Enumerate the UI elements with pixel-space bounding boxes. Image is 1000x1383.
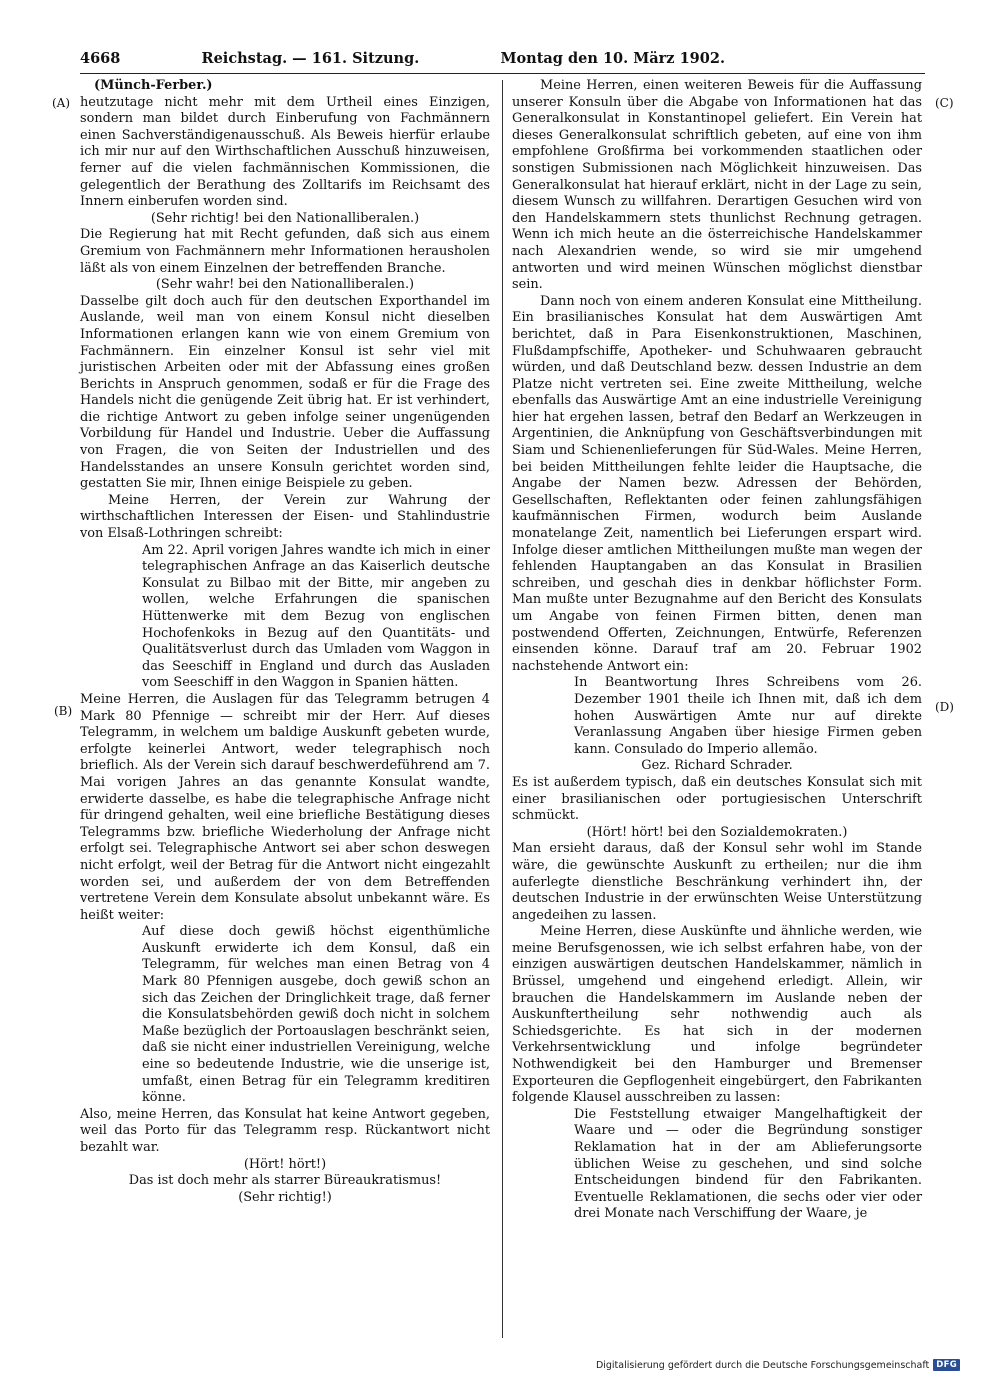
paragraph: Man ersieht daraus, daß der Konsul sehr wohl im Stande wäre, die gewünschte Auskunft zu ertheilen; nur die ihm auferlegte dienstliche Beschränkung verhindert ihn, der deutschen Industrie in der erwünschten Weise Unterstützung angedeihen zu lassen. [512,841,922,923]
right-column [512,78,922,1223]
footer-text: Digitalisierung gefördert durch die Deutsche Forschungsgemeinschaft [595,1359,930,1371]
left-column [80,78,490,1206]
paragraph: Meine Herren, diese Auskünfte und ähnliche werden, wie meine Berufsgenossen, wie ich selbst erfahren habe, von der einzigen auswärtigen deutschen Handelskammer, nämlich in Brüssel, umgehend und eingehend erledigt. Allein, wir brauchen die Handelskammern im Auslande neben der Auskunftertheilung sehr nothwendig auch als Schiedsgerichte. Es hat sich in der modernen Verkehrsentwicklung und infolge begründeter Nothwendigkeit bei den Hamburger und Bremenser Exporteuren die Gepflogenheit eingebürgert, den Fabrikanten folgende Klausel ausschreiben zu lassen: [512,924,922,1106]
paragraph: Also, meine Herren, das Konsulat hat keine Antwort gegeben, weil das Porto für das Telegramm resp. Rückantwort nicht bezahlt war. [80,1106,490,1155]
paragraph: Die Regierung hat mit Recht gefunden, daß sich aus einem Gremium von Fachmännern mehr Informationen herausholen läßt als von einem Einzelnen der betreffenden Branche. [80,227,490,276]
interjection: (Hört! hört!) [243,1156,327,1172]
page-number: 4668 [80,50,121,67]
paragraph: Dasselbe gilt doch auch für den deutschen Exporthandel im Auslande, weil man von einem Konsul nicht dieselben Informationen erlangen kann wie von einem Gremium von Fachmännern. Ein einzelner Konsul ist sehr viel mit juristischen Arbeiten oder mit der Abfassung eines großen Berichts in Anspruch genommen, sodaß er für die Frage des Handels nicht die genügende Zeit übrig hat. Er ist verhindert, die richtige Antwort zu geben infolge seiner ungenügenden Vorbildung für Handel und Industrie. Ueber die Auffassung von Fragen, die von Seiten der Industriellen und des Handelsstandes an unsere Konsuln gerichtet worden sind, gestatten Sie mir, Ihnen einige Beispiele zu geben. [80,293,490,492]
block-quote: In Beantwortung Ihres Schreibens vom 26. Dezember 1901 theile ich Ihnen mit, daß ich dem hohen Auswärtigen Amte nur auf direkte Veranlassung Angaben über hiesige Firmen geben kann. Consulado do Imperio allemão. [574,675,922,757]
block-quote: Die Feststellung etwaiger Mangelhaftigkeit der Waare und — oder die Begründung sonstiger Reklamation hat in der am Ablieferungsorte üblichen Weise zu geschehen, und sind solche Entscheidungen bindend für den Fabrikanten. Eventuelle Reklamationen, die sechs oder vier oder drei Monate nach Verschiffung der Waare, je [574,1106,922,1222]
margin-marker-c: (C) [935,96,954,110]
interjection: (Sehr wahr! bei den Nationalliberalen.) [155,277,415,293]
paragraph: heutzutage nicht mehr mit dem Urtheil eines Einzigen, sondern man bildet durch Einberufung von Fachmännern einen Sachverständigenausschuß. Als Beweis hierfür erlaube ich mir nur auf den Wirthschaftlichen Ausschuß hinzuweisen, ferner auf die vielen fachmännischen Kommissionen, die gelegentlich der Berathung des Zolltarifs im Reichsamt des Innern einberufen worden sind. [80,94,490,210]
block-quote: Am 22. April vorigen Jahres wandte ich mich in einer telegraphischen Anfrage an das Kaiserlich deutsche Konsulat zu Bilbao mit der Bitte, mir angeben zu wollen, welche Erfahrungen die spanischen Hüttenwerke mit dem Bezug von englischen Hochofenkoks in Bezug auf den Quantitäts- und Qualitätsverlust durch das Umladen vom Waggon in das Seeschiff in England und durch das Ausladen vom Seeschiff in den Waggon in Spanien hätten. [142,542,490,691]
paragraph: Dann noch von einem anderen Konsulat eine Mittheilung. Ein brasilianisches Konsulat hat dem Auswärtigen Amt berichtet, daß in Para Eisenkonstruktionen, Maschinen, Flußdampfschiffe, Apotheker- und Schuhwaaren gebraucht würden, und daß Deutschland bezw. dessen Industrie an dem Platze nicht vertreten sei. Eine zweite Mittheilung, welche ebenfalls das Auswärtige Amt an eine industrielle Vereinigung hier hat ergehen lassen, betraf den Bedarf an Werkzeugen in Argentinien, die Anknüpfung von Geschäftsverbindungen mit Siam und Schienenlieferungen für Süd-Wales. Meine Herren, bei beiden Mittheilungen fehlte leider die Hauptsache, die Angabe der Namen bezw. Adressen der Behörden, Gesellschaften, Reflektanten oder feinen zahlungsfähigen kaufmännischen Firmen, wodurch beim Auslande monatelange Zeit, namentlich bei Lieferungen erspart wird. Infolge dieser amtlichen Mittheilungen mußte man wegen der fehlenden Hauptangaben an das Konsulat in Brasilien schreiben, und geschah dies in denkbar höflichster Form. Man mußte unter Bezugnahme auf den Bericht des Konsulats um Angabe von feinen Firmen bitten, denen man postwendend Offerten, Zeichnungen, Entwürfe, Referenzen einsenden könne. Darauf traf am 20. Februar 1902 nachstehende Antwort ein: [512,293,922,674]
speaker-name: (Münch-Ferber.) [94,78,213,93]
page-header [80,50,725,67]
interjection: (Hört! hört! bei den Sozialdemokraten.) [586,824,848,840]
paragraph: Es ist außerdem typisch, daß ein deutsches Konsulat sich mit einer brasilianischen oder portugiesischen Unterschrift schmückt. [512,774,922,824]
interjection: (Sehr richtig!) [238,1189,332,1205]
footer-credit [596,1359,960,1371]
block-quote: Auf diese doch gewiß höchst eigenthümliche Auskunft erwiderte ich dem Konsul, daß ein Telegramm, für welches man einen Betrag von 4 Mark 80 Pfennigen ausgebe, doch gewiß schon an sich das Zeichen der Dringlichkeit trage, daß ferner die Konsulatsbehörden gewiß doch nicht in solchem Maße bezüglich der Portoauslagen beschränkt seien, daß sie nicht einer industriellen Vereinigung, welche eine so bedeutende Industrie, wie die unserige ist, umfaßt, einen Betrag für ein Telegramm kreditiren könne. [142,924,490,1106]
paragraph: Meine Herren, einen weiteren Beweis für die Auffassung unserer Konsuln über die Abgabe von Informationen hat das Generalkonsulat in Konstantinopel geliefert. Ein Verein hat dieses Generalkonsulat schriftlich gebeten, auf eine von ihm empfohlene Großfirma bei vorkommenden staatlichen oder sonstigen Submissionen nach Möglichkeit hinzuweisen. Das Generalkonsulat hat hierauf erklärt, nicht in der Lage zu sein, diesem Wunsch zu willfahren. Derartigen Gesuchen wird von den Handelskammern stets thunlichst Rechnung getragen. Wenn ich mich heute an die österreichische Handelskammer nach Alexandrien wende, so wird sie mir umgehend antworten und wird meinen Wünschen möglichst dienstbar sein. [512,78,922,293]
dfg-logo: DFG [933,1359,960,1371]
margin-marker-a: (A) [52,96,71,110]
header-title: Reichstag. — 161. Sitzung. [201,50,420,67]
margin-marker-b: (B) [54,704,73,718]
paragraph: Meine Herren, die Auslagen für das Telegramm betrugen 4 Mark 80 Pfennige — schreibt mir der Herr. Auf dieses Telegramm, in welchem um baldige Auskunft gebeten wurde, erfolgte keinerlei Antwort, weder telegraphisch noch brieflich. Als der Verein sich darauf beschwerdeführend am 7. Mai vorigen Jahres an das genannte Konsulat wandte, erwiderte dasselbe, es habe die telegraphische Anfrage nicht für dringend gehalten, weil eine briefliche Bestätigung dieses Telegramms bzw. briefliche Wiederholung der Anfrage nicht erfolgt sei. Telegraphische Antwort sei aber schon deswegen nicht erfolgt, weil der Betrag für die Antwort nicht eingezahlt worden sei, und außerdem der von dem Betreffenden vertretene Verein dem Konsulate absolut unbekannt wäre. Es heißt weiter: [80,691,490,923]
header-rule [80,73,925,74]
paragraph: Das ist doch mehr als starrer Büreaukratismus! [128,1173,442,1189]
interjection: (Sehr richtig! bei den Nationalliberalen.) [150,210,420,226]
margin-marker-d: (D) [935,700,954,714]
signature: Gez. Richard Schrader. [641,758,793,774]
header-date: Montag den 10. März 1902. [500,50,725,67]
column-divider [502,80,503,1338]
paragraph: Meine Herren, der Verein zur Wahrung der wirthschaftlichen Interessen der Eisen- und Stahlindustrie von Elsaß-Lothringen schreibt: [80,492,490,542]
